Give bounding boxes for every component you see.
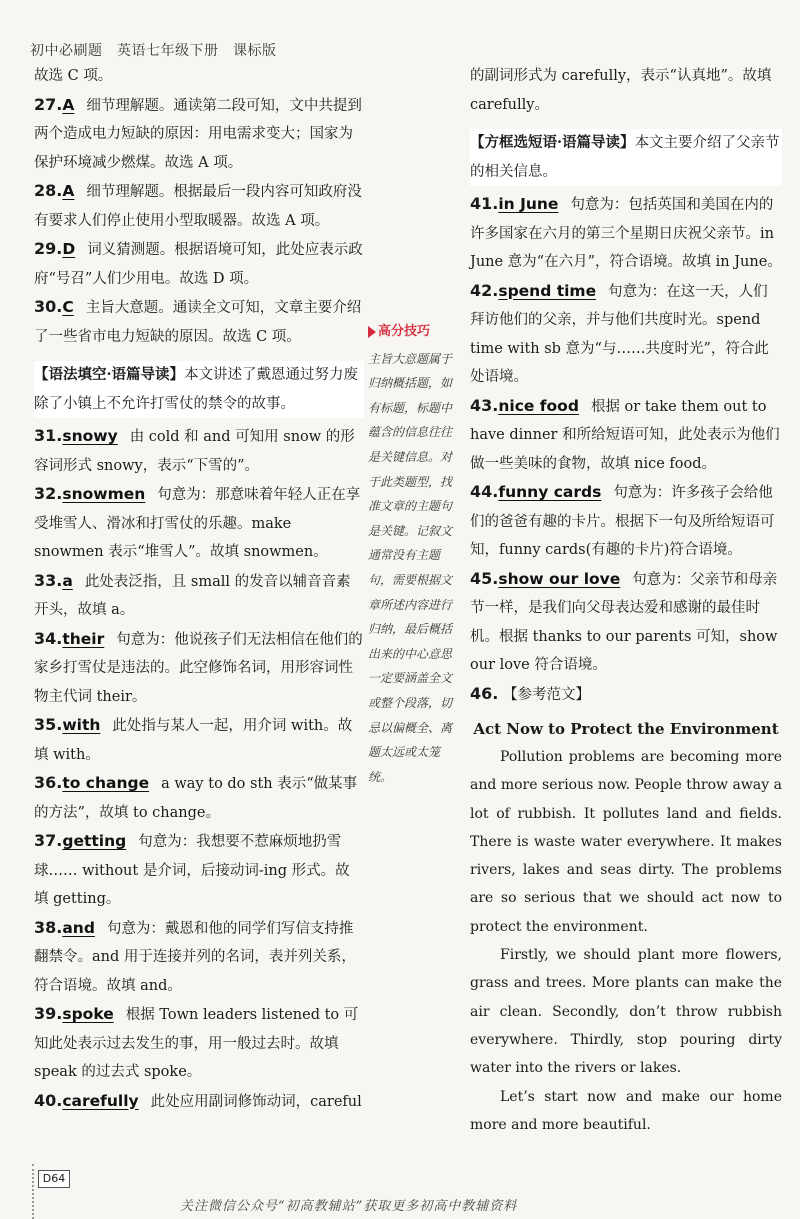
answer-key: A: [62, 95, 75, 114]
section-grammar-intro: [34, 361, 364, 418]
question-number: 29.: [34, 239, 63, 258]
question-number: 32.: [34, 484, 63, 503]
answer-entry: [34, 293, 364, 351]
answer-entry: [470, 190, 782, 277]
answer-entry: [34, 827, 364, 914]
explanation-text: a way to do sth 表示“做某事的方法”，故填 to change。: [34, 776, 358, 821]
answer-key: C: [62, 298, 74, 316]
answer-key: snowy: [62, 427, 118, 445]
question-number: 42.: [470, 280, 499, 300]
page-number: D64: [38, 1170, 70, 1188]
answer-entry: [34, 914, 364, 1001]
question-number: 41.: [470, 194, 499, 213]
answer-key: D: [62, 240, 76, 258]
answer-key: with: [62, 716, 101, 734]
explanation-text: 细节理解题。根据最后一段内容可知政府没有要求人们停止使用小型取暖器。故选 A 项。: [34, 184, 362, 229]
explanation-text: 句意为：那意味着年轻人正在享受堆雪人、滑冰和打雪仗的乐趣。make snowmen 表示“堆雪人”。故填 snowmen。: [34, 487, 361, 560]
answer-entry: [34, 625, 364, 712]
arrow-icon: [368, 326, 376, 338]
answer-key: to change: [62, 774, 150, 792]
explanation-text: 细节理解题。通读第二段可知，文中共提到两个造成电力短缺的原因：用电需求变大；国家为保护环境减少燃煤。故选 A 项。: [34, 97, 362, 171]
answer-key: nice food: [498, 396, 579, 415]
explanation-text: 此处应用副词修饰动词，careful: [150, 1093, 362, 1110]
tip-sidebar: [368, 320, 460, 789]
essay: [470, 715, 782, 1139]
answer-entry: [34, 422, 364, 480]
explanation-text: 句意为：我想要不惹麻烦地扔雪球…… without 是介词，后接动词-ing 形式。故填 getting。: [34, 834, 350, 907]
answer-entry: [34, 62, 364, 91]
answer-key: funny cards: [498, 483, 602, 501]
explanation-text: 此处指与某人一起，用介词 with。故填 with。: [34, 718, 353, 763]
explanation-text: 词义猜测题。根据语境可知，此处应表示政府“号召”人们少用电。故选 D 项。: [34, 242, 363, 287]
answer-entry: [34, 1000, 364, 1087]
tip-title: [368, 320, 460, 345]
question-number: 31.: [34, 426, 63, 445]
margin-decoration: [0, 1164, 34, 1219]
answer-entry: [470, 277, 782, 392]
answer-entry: [470, 478, 782, 565]
question-number: 40.: [34, 1090, 63, 1110]
question-number: 37.: [34, 831, 63, 850]
answer-entry: [470, 392, 782, 479]
book-header: 初中必刷题 英语七年级下册 课标版: [30, 43, 277, 59]
answer-key: getting: [62, 832, 127, 850]
answer-entry: [34, 177, 364, 235]
answer-key: carefully: [62, 1091, 139, 1110]
explanation-text: 句意为：父亲节和母亲节一样，是我们向父母表达爱和感谢的最佳时机。根据 thanks to our parents 可知，show our love 符合语境。: [470, 571, 778, 673]
question-number: 46.: [470, 683, 499, 703]
tip-text: 主旨大意题属于归纳概括题，如有标题，标题中蕴含的信息往往是关键信息。对于此类题型，找准文章的主题句是关键。记叙文通常没有主题句，需要根据文章所述内容进行归纳，最后概括出来的中心意思一定要涵盖全文或整个段落，切忌以偏概全、离题太远或太笼统。: [368, 351, 453, 784]
answer-key: a: [62, 571, 73, 590]
explanation-text: 主旨大意题。通读全文可知，文章主要介绍了一些省市电力短缺的原因。故选 C 项。: [34, 300, 362, 345]
explanation-text: 句意为：许多孩子会给他们的爸爸有趣的卡片。根据下一句及所给短语可知，funny cards(有趣的卡片)符合语境。: [470, 485, 775, 558]
question-number: 44.: [470, 482, 499, 501]
answer-entry: [34, 91, 364, 178]
answer-entry: [34, 235, 364, 293]
explanation-text: 句意为：戴恩和他的同学们写信支持推翻禁令。and 用于连接并列的名词，表并列关系，符合语境。故填 and。: [34, 920, 356, 994]
answer-key: in June: [498, 195, 559, 213]
explanation-text: 句意为：他说孩子们无法相信在他们的家乡打雪仗是违法的。此空修饰名词，用形容词性物主代词 their。: [34, 631, 363, 705]
answer-key: A: [62, 182, 75, 200]
answer-entry: [34, 480, 364, 567]
answer-entry: [34, 567, 364, 625]
answer-key: spend time: [498, 281, 597, 300]
left-column: [34, 62, 364, 1116]
explanation-text: 句意为：包括英国和美国在内的许多国家在六月的第三个星期日庆祝父亲节。in June 意为“在六月”，符合语境。故填 in June。: [470, 197, 782, 270]
question-number: 43.: [470, 395, 499, 415]
explanation-text: 根据 or take them out to have dinner 和所给短语可知，此处表示为他们做一些美味的食物，故填 nice food。: [470, 398, 780, 472]
answer-entry: [470, 565, 782, 680]
answer-key: and: [62, 918, 95, 937]
section-text: 本文讲述了戴恩通过努力废除了小镇上不允许打雪仗的禁令的故事。: [34, 367, 359, 412]
question-number: 39.: [34, 1004, 63, 1023]
section-tag: 【语法填空·语篇导读】: [34, 366, 185, 383]
right-column: [470, 62, 782, 1139]
question-number: 34.: [34, 628, 63, 648]
answer-key: snowmen: [62, 485, 146, 503]
section-tag: 【方框选短语·语篇导读】: [470, 134, 635, 151]
explanation-text: 故选 C 项。: [34, 68, 113, 84]
question-number: 45.: [470, 568, 499, 588]
question-number: 35.: [34, 715, 63, 734]
answer-key: their: [62, 629, 105, 648]
answer-entry: [34, 769, 364, 827]
question-number: 33.: [34, 570, 63, 590]
explanation-text: 由 cold 和 and 可知用 snow 的形容词形式 snowy，表示“下雪的”。: [34, 429, 355, 474]
question-number: 30.: [34, 297, 63, 316]
explanation-text: 此处表泛指，且 small 的发音以辅音音素开头，故填 a。: [34, 573, 351, 618]
explanation-text: 的副词形式为 carefully，表示“认真地”。故填 carefully。: [470, 68, 772, 113]
tip-title-text: 高分技巧: [378, 324, 431, 339]
footer-note: 关注微信公众号“初高教辅站”获取更多初高中教辅资料: [180, 1199, 518, 1214]
question-number: 38.: [34, 917, 63, 937]
essay-paragraph: Let’s start now and make our home more and more beautiful.: [470, 1088, 782, 1133]
question-number: 27.: [34, 94, 63, 114]
answer-entry: [34, 1087, 364, 1117]
answer-entry: [34, 711, 364, 769]
section-phrase-intro: [470, 129, 782, 186]
answer-key: show our love: [498, 569, 621, 588]
section-text: 本文主要介绍了父亲节的相关信息。: [470, 135, 780, 180]
essay-paragraph: Firstly, we should plant more flowers, grass and trees. More plants can make the air clean. Secondly, don’t throw rubbish everywhere. Thirdly, stop pouring dirty water into the rivers or lakes.: [470, 947, 782, 1077]
question-number: 36.: [34, 773, 63, 792]
explanation-text: 根据 Town leaders listened to 可知此处表示过去发生的事，用一般过去时。故填 speak 的过去式 spoke。: [34, 1007, 359, 1080]
essay-title: Act Now to Protect the Environment: [473, 720, 779, 738]
question-number: 28.: [34, 181, 63, 200]
explanation-text: 【参考范文】: [502, 686, 590, 703]
answer-key: spoke: [62, 1005, 114, 1023]
explanation-text: 句意为：在这一天，人们拜访他们的父亲，并与他们共度时光。spend time with sb 意为“与……共度时光”，符合此处语境。: [470, 283, 769, 385]
answer-entry: [470, 680, 782, 710]
essay-paragraph: Pollution problems are becoming more and more serious now. People throw away a lot of rubbish. It pollutes land and fields. There is waste water everywhere. It makes rivers, lakes and seas dirty. The problems are so serious that we should act now to protect the environment.: [470, 749, 782, 935]
answer-entry: [470, 62, 782, 119]
